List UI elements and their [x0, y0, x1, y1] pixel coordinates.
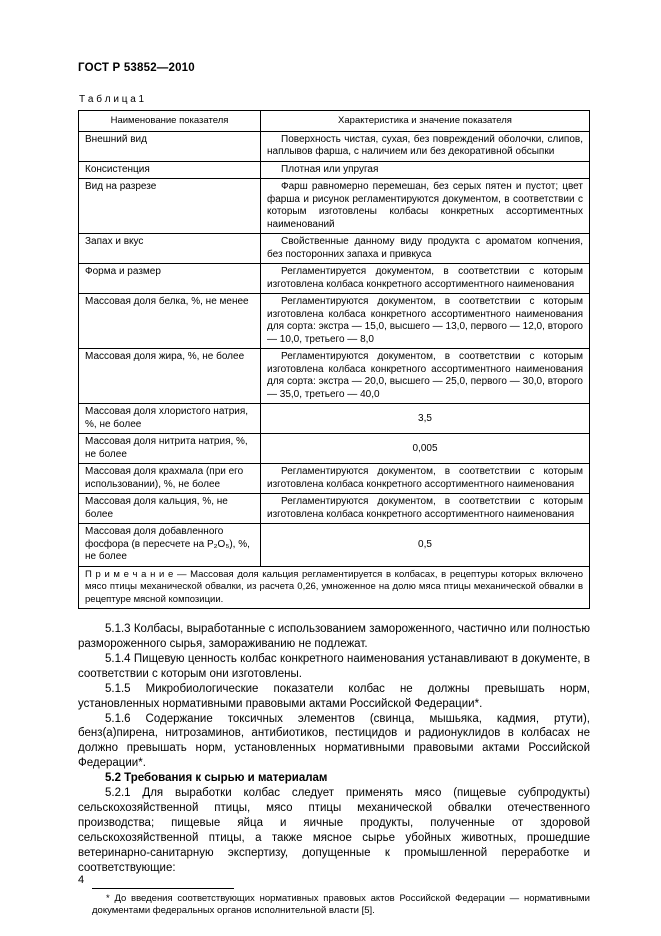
indicator-name-cell: Внешний вид [79, 131, 261, 161]
indicator-value-cell: Плотная или упругая [261, 161, 590, 179]
footnote-separator [92, 888, 234, 889]
table-row [79, 349, 590, 404]
table-header-row [79, 111, 590, 132]
document-header: ГОСТ Р 53852—2010 [78, 62, 195, 74]
indicator-value-cell: Регламентируются документом, в соответствии с которым изготовлена колбаса конкретного ассортиментного наименования [261, 494, 590, 524]
indicators-table [78, 110, 590, 609]
indicator-value-cell: Регламентируются документом, в соответствии с которым изготовлена колбаса конкретного ассортиментного наименования для сорта: экстра — 20,0, высшего — 25,0, первого — 30,0, второго — 35,0, третьего — 40,0 [261, 349, 590, 404]
table-note: П р и м е ч а н и е — Массовая доля кальция регламентируется в колбасах, в рецептуры которых включено мясо птицы механической обвалки, из расчета 0,26, умноженное на долю мяса птицы механической обвалки в рецептуре мясной композиции. [79, 566, 590, 608]
indicator-value-cell: 0,005 [261, 434, 590, 464]
table-row [79, 234, 590, 264]
indicator-name-cell: Массовая доля крахмала (при его использовании), %, не более [79, 464, 261, 494]
column-header-value: Характеристика и значение показателя [261, 111, 590, 132]
indicator-value-cell: Регламентируются документом, в соответствии с которым изготовлена колбаса конкретного ассортиментного наименования для сорта: экстра — 15,0, высшего — 13,0, первого — 12,0, второго — 10,0, третьего — 8,0 [261, 294, 590, 349]
table-row [79, 179, 590, 234]
footnote-text: * До введения соответствующих нормативных правовых актов Российской Федерации — нормативными документами федеральных органов исполнительной власти [5]. [92, 892, 590, 917]
indicator-value-cell: 3,5 [261, 404, 590, 434]
table-row [79, 264, 590, 294]
table-footer [79, 566, 590, 608]
paragraph: 5.1.3 Колбасы, выработанные с использованием замороженного, частично или полностью размороженного сырья, замораживанию не подлежат. [78, 622, 590, 650]
table-header [79, 111, 590, 132]
table-caption: Т а б л и ц а 1 [79, 94, 145, 105]
column-header-name: Наименование показателя [79, 111, 261, 132]
indicator-name-cell: Массовая доля нитрита натрия, %, не более [79, 434, 261, 464]
paragraph: 5.1.4 Пищевую ценность колбас конкретного наименования устанавливают в документе, в соответствии с которым они изготовлены. [78, 652, 590, 680]
table-row [79, 494, 590, 524]
indicator-name-cell: Вид на разрезе [79, 179, 261, 234]
paragraph: 5.2.1 Для выработки колбас следует применять мясо (пищевые субпродукты) сельскохозяйственной птицы, мясо птицы механической обвалки отечественного производства; пищевые яйца и яичные продукты, полученные от здоровой сельскохозяйственной птицы, а также мясное сырье убойных животных, прошедшие ветеринарно-санитарную экспертизу, допущенные к промышленной переработке и соответствующие: [78, 787, 590, 874]
table-row [79, 464, 590, 494]
page-number: 4 [78, 874, 85, 886]
body-paragraphs [78, 622, 590, 876]
table-row [79, 294, 590, 349]
indicator-value-cell: Регламентируется документом, в соответствии с которым изготовлена колбаса конкретного ассортиментного наименования [261, 264, 590, 294]
paragraph: 5.1.6 Содержание токсичных элементов (свинца, мышьяка, кадмия, ртути), бенз(а)пирена, нитрозаминов, антибиотиков, пестицидов и радионуклидов в колбасах не должно превышать норм, установленных нормативными правовыми актами Российской Федерации*. [78, 712, 590, 770]
indicator-name-cell: Массовая доля хлористого натрия, %, не более [79, 404, 261, 434]
table-row [79, 524, 590, 567]
indicator-name-cell: Консистенция [79, 161, 261, 179]
indicators-table-body [79, 131, 590, 566]
indicator-name-cell: Массовая доля кальция, %, не более [79, 494, 261, 524]
section-heading: 5.2 Требования к сырью и материалам [105, 772, 328, 785]
page-content [78, 62, 590, 918]
table-row [79, 404, 590, 434]
indicator-name-cell: Массовая доля добавленного фосфора (в пересчете на Р₂О₅), %, не более [79, 524, 261, 567]
indicator-name-cell: Запах и вкус [79, 234, 261, 264]
table-row [79, 434, 590, 464]
table-note-row [79, 566, 590, 608]
indicator-value-cell: Регламентируются документом, в соответствии с которым изготовлена колбаса конкретного ассортиментного наименования [261, 464, 590, 494]
indicator-value-cell: Фарш равномерно перемешан, без серых пятен и пустот; цвет фарша и рисунок регламентируются документом, в соответствии с которым изготовлены колбасы конкретных ассортиментных наименований [261, 179, 590, 234]
indicator-value-cell: Свойственные данному виду продукта с ароматом копчения, без посторонних запаха и привкуса [261, 234, 590, 264]
table-row [79, 131, 590, 161]
indicator-name-cell: Массовая доля жира, %, не более [79, 349, 261, 404]
footnote-block [78, 888, 590, 918]
table-row [79, 161, 590, 179]
indicator-value-cell: Поверхность чистая, сухая, без повреждений оболочки, слипов, наплывов фарша, с наличием или без декоративной обсыпки [261, 131, 590, 161]
paragraph: 5.1.5 Микробиологические показатели колбас не должны превышать норм, установленных нормативными правовыми актами Российской Федерации*. [78, 682, 590, 710]
indicator-name-cell: Массовая доля белка, %, не менее [79, 294, 261, 349]
indicator-name-cell: Форма и размер [79, 264, 261, 294]
indicator-value-cell: 0,5 [261, 524, 590, 567]
